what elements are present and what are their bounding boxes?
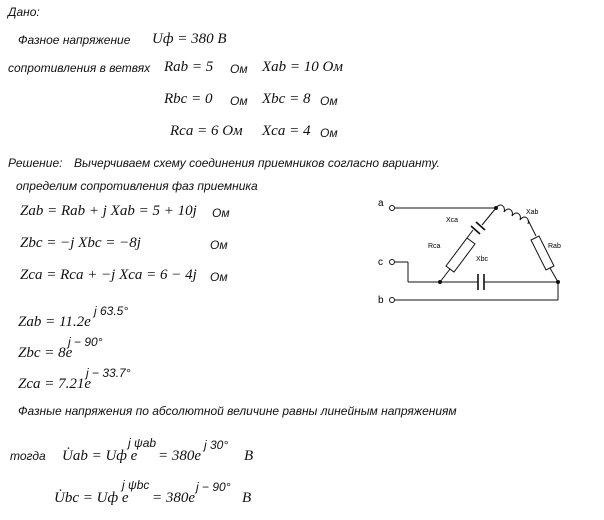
terminal-b xyxy=(390,298,395,303)
given-heading: Дано: xyxy=(8,5,40,19)
node-a-label: a xyxy=(378,198,384,209)
label-rab: Rab xyxy=(548,243,561,250)
z-ca-exponent: j − 33.7° xyxy=(86,366,131,380)
u-bc-lhs: U̇bc = Uф e xyxy=(54,490,129,506)
inductor-xab xyxy=(496,205,528,224)
u-ab-exponent-psi: j ψab xyxy=(128,436,157,450)
terminal-a xyxy=(390,206,395,211)
node-b-junction xyxy=(556,280,560,284)
r-bc-value: Rbc = 0 xyxy=(164,91,213,107)
unit-ohm: Ом xyxy=(230,62,248,76)
z-ca-polar: Zca = 7.21e xyxy=(18,376,92,392)
x-ca-value: Xca = 4 xyxy=(262,123,311,139)
r-ab-value: Rab = 5 xyxy=(164,59,214,75)
z-ca-formula: Zca = Rca + −j Xca = 6 − 4j xyxy=(20,267,197,283)
unit-ohm: Ом xyxy=(210,238,228,252)
unit-ohm: Ом xyxy=(320,126,338,140)
unit-ohm: Ом xyxy=(320,94,338,108)
phase-voltage-label: Фазное напряжение xyxy=(18,33,131,47)
u-bc-exponent-angle: j − 90° xyxy=(196,480,231,494)
x-ab-value: Xab = 10 Ом xyxy=(262,59,343,75)
resistor-rca xyxy=(446,238,475,272)
u-ab-exponent-angle: j 30° xyxy=(204,438,229,452)
z-bc-exponent: j − 90° xyxy=(68,335,103,349)
circuit-diagram xyxy=(370,192,582,318)
u-bc-mid: = 380e xyxy=(152,490,196,506)
solution-subheading: определим сопротивления фаз приемника xyxy=(16,179,258,193)
z-bc-formula: Zbc = −j Xbc = −8j xyxy=(20,235,141,251)
label-xab: Xab xyxy=(526,209,539,216)
unit-ohm: Ом xyxy=(212,206,230,220)
phase-voltage-statement: Фазные напряжения по абсолютной величине равны линейным напряжениям xyxy=(18,404,457,418)
u-ab-unit: В xyxy=(244,448,254,464)
z-ab-formula: Zab = Rab + j Xab = 5 + 10j xyxy=(20,203,197,219)
u-bc-exponent-psi: j ψbc xyxy=(122,478,150,492)
phase-voltage-value: Uф = 380 В xyxy=(152,31,227,47)
u-ab-mid: = 380e xyxy=(158,448,202,464)
z-ab-exponent: j 63.5° xyxy=(94,304,129,318)
node-b-label: b xyxy=(378,295,384,306)
resistor-rab xyxy=(531,236,554,270)
terminal-c xyxy=(390,260,395,265)
then-label: тогда xyxy=(10,449,46,463)
node-a-junction xyxy=(494,206,498,210)
r-ca-value: Rca = 6 Ом xyxy=(170,123,243,139)
z-ab-polar: Zab = 11.2e xyxy=(18,314,91,330)
u-ab-lhs: U̇ab = Uф e xyxy=(62,448,138,464)
solution-heading: Решение: xyxy=(8,156,63,170)
label-xca: Xca xyxy=(446,217,459,224)
node-c-label: c xyxy=(378,257,383,268)
unit-ohm: Ом xyxy=(210,270,228,284)
node-c-junction xyxy=(438,280,442,284)
label-xbc: Xbc xyxy=(476,256,489,263)
z-bc-polar: Zbc = 8e xyxy=(18,345,73,361)
resistances-label: сопротивления в ветвях xyxy=(8,61,151,75)
u-bc-unit: В xyxy=(242,490,252,506)
x-bc-value: Xbc = 8 xyxy=(262,91,311,107)
label-rca: Rca xyxy=(428,243,441,250)
unit-ohm: Ом xyxy=(230,94,248,108)
solution-intro: Вычерчиваем схему соединения приемников согласно варианту. xyxy=(74,156,440,170)
